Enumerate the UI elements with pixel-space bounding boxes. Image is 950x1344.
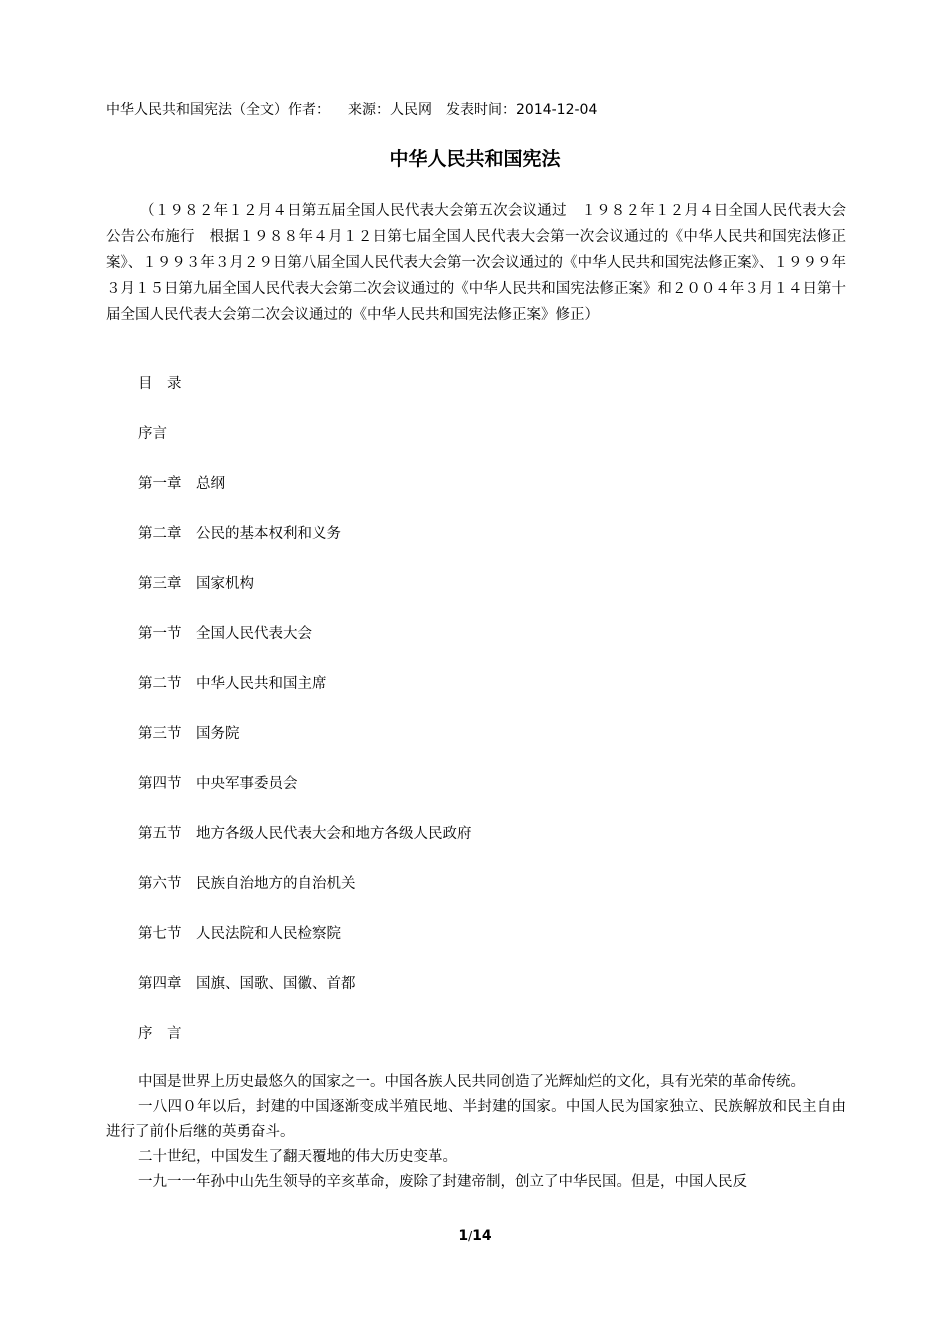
toc-item: 序 言	[138, 1026, 182, 1042]
header-source: 来源：人民网	[348, 102, 432, 118]
toc-item: 第三章 国家机构	[138, 576, 254, 592]
toc-item: 第六节 民族自治地方的自治机关	[138, 876, 356, 892]
paragraph: 一八四０年以后，封建的中国逐渐变成半殖民地、半封建的国家。中国人民为国家独立、民族解放和民主自由进行了前仆后继的英勇奋斗。	[106, 1099, 846, 1140]
adoption-note: （１９８２年１２月４日第五届全国人民代表大会第五次会议通过 １９８２年１２月４日全国人民代表大会公告公布施行 根据１９８８年４月１２日第七届全国人民代表大会第一次会议通过的《中华人民共和国宪法修正案》、１９９３年３月２９日第八届全国人民代表大会第一次会议通过的《中华人民共和国宪法修正案》、１９９９年３月１５日第九届全国人民代表大会第二次会议通过的《中华人民共和国宪法修正案》和２００４年３月１４日第十届全国人民代表大会第二次会议通过的《中华人民共和国宪法修正案》修正）	[106, 203, 846, 323]
toc-item: 第二节 中华人民共和国主席	[138, 676, 327, 692]
paragraph: 一九一一年孙中山先生领导的辛亥革命，废除了封建帝制，创立了中华民国。但是，中国人民反	[138, 1174, 747, 1190]
toc-item: 第三节 国务院	[138, 726, 240, 742]
total-page-count: 14	[472, 1228, 492, 1244]
toc-item: 序言	[138, 426, 167, 442]
toc-item: 第一章 总纲	[138, 476, 225, 492]
header-doc-name: 中华人民共和国宪法（全文）作者：	[106, 102, 330, 118]
toc-item: 第四节 中央军事委员会	[138, 776, 298, 792]
paragraph: 二十世纪，中国发生了翻天覆地的伟大历史变革。	[138, 1149, 457, 1165]
table-of-contents	[138, 372, 472, 1072]
page-number	[0, 1226, 950, 1246]
document-header	[106, 100, 597, 120]
toc-item: 第一节 全国人民代表大会	[138, 626, 312, 642]
paragraph: 中国是世界上历史最悠久的国家之一。中国各族人民共同创造了光辉灿烂的文化，具有光荣的革命传统。	[138, 1074, 805, 1090]
header-published-date: 发表时间：2014-12-04	[446, 102, 598, 118]
toc-item: 第四章 国旗、国歌、国徽、首都	[138, 976, 356, 992]
page-separator: /	[468, 1229, 473, 1243]
preamble-body	[106, 1070, 846, 1195]
toc-item: 第二章 公民的基本权利和义务	[138, 526, 341, 542]
toc-item: 第七节 人民法院和人民检察院	[138, 926, 341, 942]
toc-item: 目 录	[138, 376, 182, 392]
toc-item: 第五节 地方各级人民代表大会和地方各级人民政府	[138, 826, 472, 842]
document-title: 中华人民共和国宪法	[389, 148, 561, 170]
current-page-number: 1	[458, 1228, 469, 1244]
